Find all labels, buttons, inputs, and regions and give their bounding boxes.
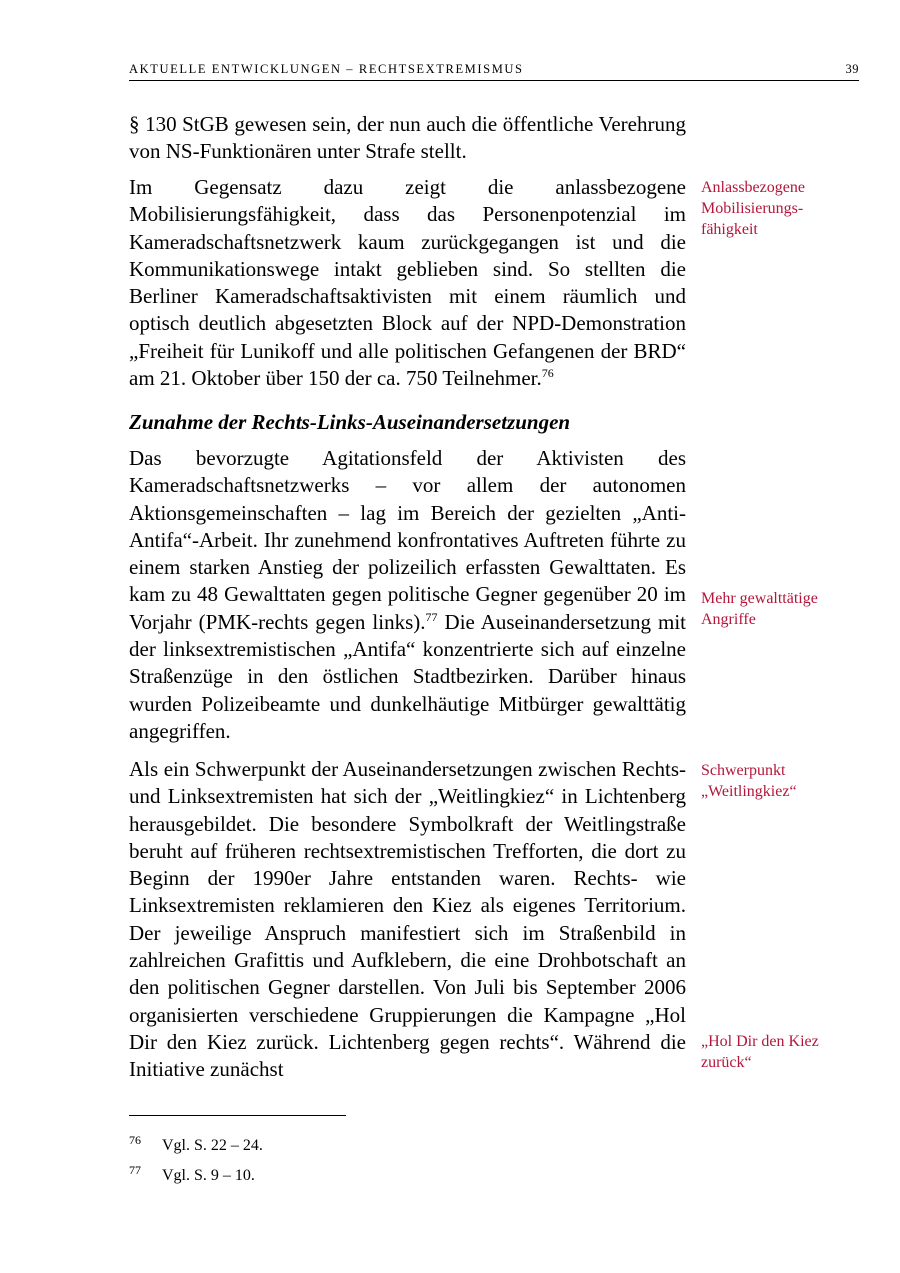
paragraph-3-text-a: Das bevorzugte Agitationsfeld der Aktivisten des Kameradschaftsnetzwerks – vor allem der autonomen Aktionsgemeinschaften – lag im Bereich der gezielten „Anti-Antifa“-Arbeit. Ihr zunehmend konfrontatives Auftreten führte zu einem starken Anstieg der polizeilich erfassten Gewalttaten. Es kam zu 48 Gewalttaten gegen politische Gegner gegenüber 20 im Vorjahr (PMK-rechts gegen links). (129, 446, 686, 634)
running-header (129, 62, 859, 81)
section-heading-block (129, 409, 686, 436)
margin-note-hol-dir-den-kiez: „Hol Dir den Kiez zurück“ (701, 1033, 819, 1071)
paragraph-4: Als ein Schwerpunkt der Auseinandersetzungen zwischen Rechts- und Linksextremisten hat sich der „Weitlingkiez“ in Lichtenberg herausgebildet. Die besondere Symbolkraft der Weitlingstraße beruht auf früheren rechtsextremistischen Trefforten, die dort zu Beginn der 1990er Jahre entstanden waren. Rechts- wie Linksextremisten reklamieren den Kiez als eigenes Territorium. Der jeweilige Anspruch manifestiert sich im Straßenbild in zahlreichen Grafittis und Aufklebern, die eine Drohbotschaft an den politischen Gegner darstellen. Von Juli bis September 2006 organisierten verschiedene Gruppierungen die Kampagne „Hol Dir den Kiez zurück. Lichtenberg gegen rechts“. Während die Initiative zunächst (129, 757, 686, 1082)
section-heading: Zunahme der Rechts-Links-Auseinandersetzungen (129, 410, 571, 434)
margin-note-mobilisierung: Anlassbezogene Mobilisierungs-fähigkeit (701, 179, 805, 238)
margin-note-angriffe: Mehr gewalttätige Angriffe (701, 590, 818, 628)
footnote-separator (129, 1115, 346, 1116)
paragraph-2-text: Im Gegensatz dazu zeigt die anlassbezogene Mobilisierungsfähigkeit, dass das Personenpotenzial im Kameradschaftsnetzwerk kaum zurückgegangen ist und die Kommunikationswege intakt geblieben sind. So stellten die Berliner Kameradschaftsaktivisten mit einem räumlich und optisch deutlich abgesetzten Block auf der NPD-Demonstration „Freiheit für Lunikoff und alle politischen Gefangenen der BRD“ am 21. Oktober über 150 der ca. 750 Teilnehmer. (129, 175, 686, 391)
running-header-title: AKTUELLE ENTWICKLUNGEN – RECHTSEXTREMISMUS (129, 62, 524, 76)
footnote-text: Vgl. S. 9 – 10. (162, 1167, 255, 1184)
margin-note-weitlingkiez: Schwerpunkt „Weitlingkiez“ (701, 762, 797, 800)
footnote-ref-76[interactable]: 76 (541, 366, 554, 381)
page-number: 39 (845, 62, 859, 76)
footnote-76: 76 Vgl. S. 22 – 24. (129, 1132, 263, 1154)
paragraph-1: § 130 StGB gewesen sein, der nun auch die öffentliche Verehrung von NS-Funktionären unter Strafe stellt. (129, 112, 686, 164)
paragraph-2 (129, 174, 686, 392)
footnote-text: Vgl. S. 22 – 24. (162, 1137, 263, 1154)
paragraph-3 (129, 445, 686, 745)
paragraph-3-text-b: Die Auseinandersetzung mit der linksextremistischen „Antifa“ konzentrierte sich auf einzelne Straßenzüge in den östlichen Stadtbezirken. Darüber hinaus wurden Polizeibeamte und dunkelhäutige Mitbürger gewalttätig angegriffen. (129, 609, 686, 743)
footnote-ref-77[interactable]: 77 (425, 609, 438, 624)
footnote-77: 77 Vgl. S. 9 – 10. (129, 1162, 255, 1184)
